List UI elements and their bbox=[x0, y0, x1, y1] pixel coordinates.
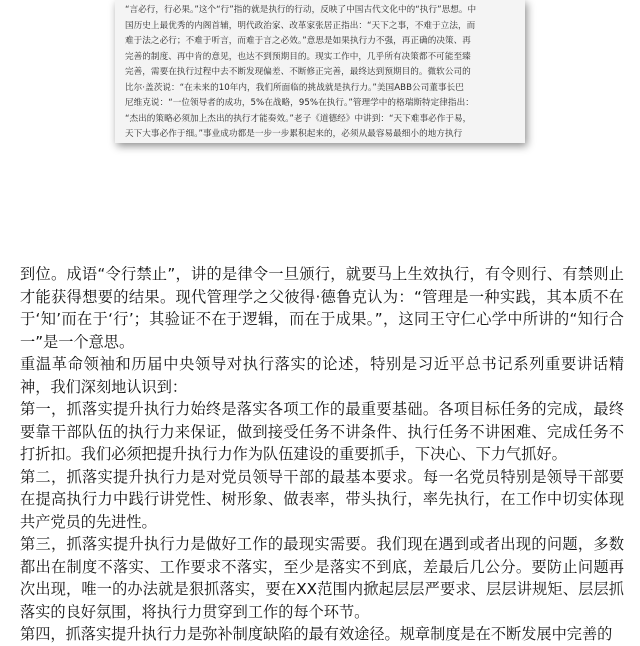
article-body bbox=[20, 263, 624, 646]
excerpt-line: 完善的制度、再中肯的意见，也达不到预期目的。现实工作中，几乎所有决策都不可能至臻 bbox=[125, 51, 471, 62]
excerpt-line: 尼维克说：“一位领导者的成功，5%在战略，95%在执行。”管理学中的格瑞斯特定律指出： bbox=[125, 98, 474, 108]
excerpt-line: “言必行，行必果。”这个“行”指的就是执行的行动，反映了中国古代文化中的“执行”思想。中 bbox=[125, 5, 477, 15]
paragraph-point-four: 第四，抓落实提升执行力是弥补制度缺陷的最有效途径。规章制度是在不断发展中完善的 bbox=[20, 625, 613, 643]
excerpt-line: 国历史上最优秀的内阁首辅，明代政治家、改革家张居正指出：“天下之事，不难于立法，而 bbox=[125, 20, 476, 31]
excerpt-line: 完善，需要在执行过程中去不断发现偏差、不断修正完善，最终达到预期目的。微软公司的 bbox=[125, 67, 471, 77]
excerpt-line: 难于法之必行；不难于听言，而难于言之必效。”意思是如果执行力不强，再正确的决策、再 bbox=[125, 36, 471, 46]
paragraph-zhixingheyi: 到位。成语“令行禁止”，讲的是律令一旦颁行，就要马上生效执行，有令则行、有禁则止才能获得想要的结果。现代管理学之父彼得·德鲁克认为：“管理是一种实践，其本质不在于‘知’而在于‘行’；其验证不在于逻辑，而在于成果。”，这同王守仁心学中所讲的“知行合一”是一个意思。 bbox=[20, 265, 624, 351]
excerpt-text bbox=[115, 0, 525, 143]
excerpt-line: 比尔·盖茨说：“在未来的10年内，我们所面临的挑战就是执行力。”美国ABB公司董事长巴 bbox=[125, 82, 464, 93]
excerpt-scan-image bbox=[115, 0, 525, 143]
paragraph-point-three: 第三，抓落实提升执行力是做好工作的最现实需要。我们现在遇到或者出现的问题，多数都出在制度不落实、工作要求不落实，至少是落实不到底，差最后几公分。要防止问题再次出现，唯一的办法就是狠抓落实，要在XX范围内掀起层层严要求、层层讲规矩、层层抓落实的良好氛围，将执行力贯穿到工作的每个环节。 bbox=[20, 535, 624, 621]
paragraph-review-intro: 重温革命领袖和历届中央领导对执行落实的论述，特别是习近平总书记系列重要讲话精神，我们深刻地认识到： bbox=[20, 355, 624, 396]
paragraph-point-one: 第一，抓落实提升执行力始终是落实各项工作的最重要基础。各项目标任务的完成，最终要靠干部队伍的执行力来保证，做到接受任务不讲条件、执行任务不讲困难、完成任务不打折扣。我们必须把提升执行力作为队伍建设的重要抓手，下决心、下力气抓好。 bbox=[20, 400, 624, 463]
paragraph-point-two: 第二，抓落实提升执行力是对党员领导干部的最基本要求。每一名党员特别是领导干部要在提高执行力中践行讲党性、树形象、做表率，带头执行，率先执行，在工作中切实体现共产党员的先进性。 bbox=[20, 467, 624, 531]
excerpt-line: “杰出的策略必须加上杰出的执行才能奏效。”老子《道德经》中讲到：“天下难事必作于易， bbox=[125, 113, 472, 124]
excerpt-line: 天下大事必作于细。”事业成功都是一步一步累积起来的，必须从最容易最细小的地方执行 bbox=[125, 129, 463, 139]
